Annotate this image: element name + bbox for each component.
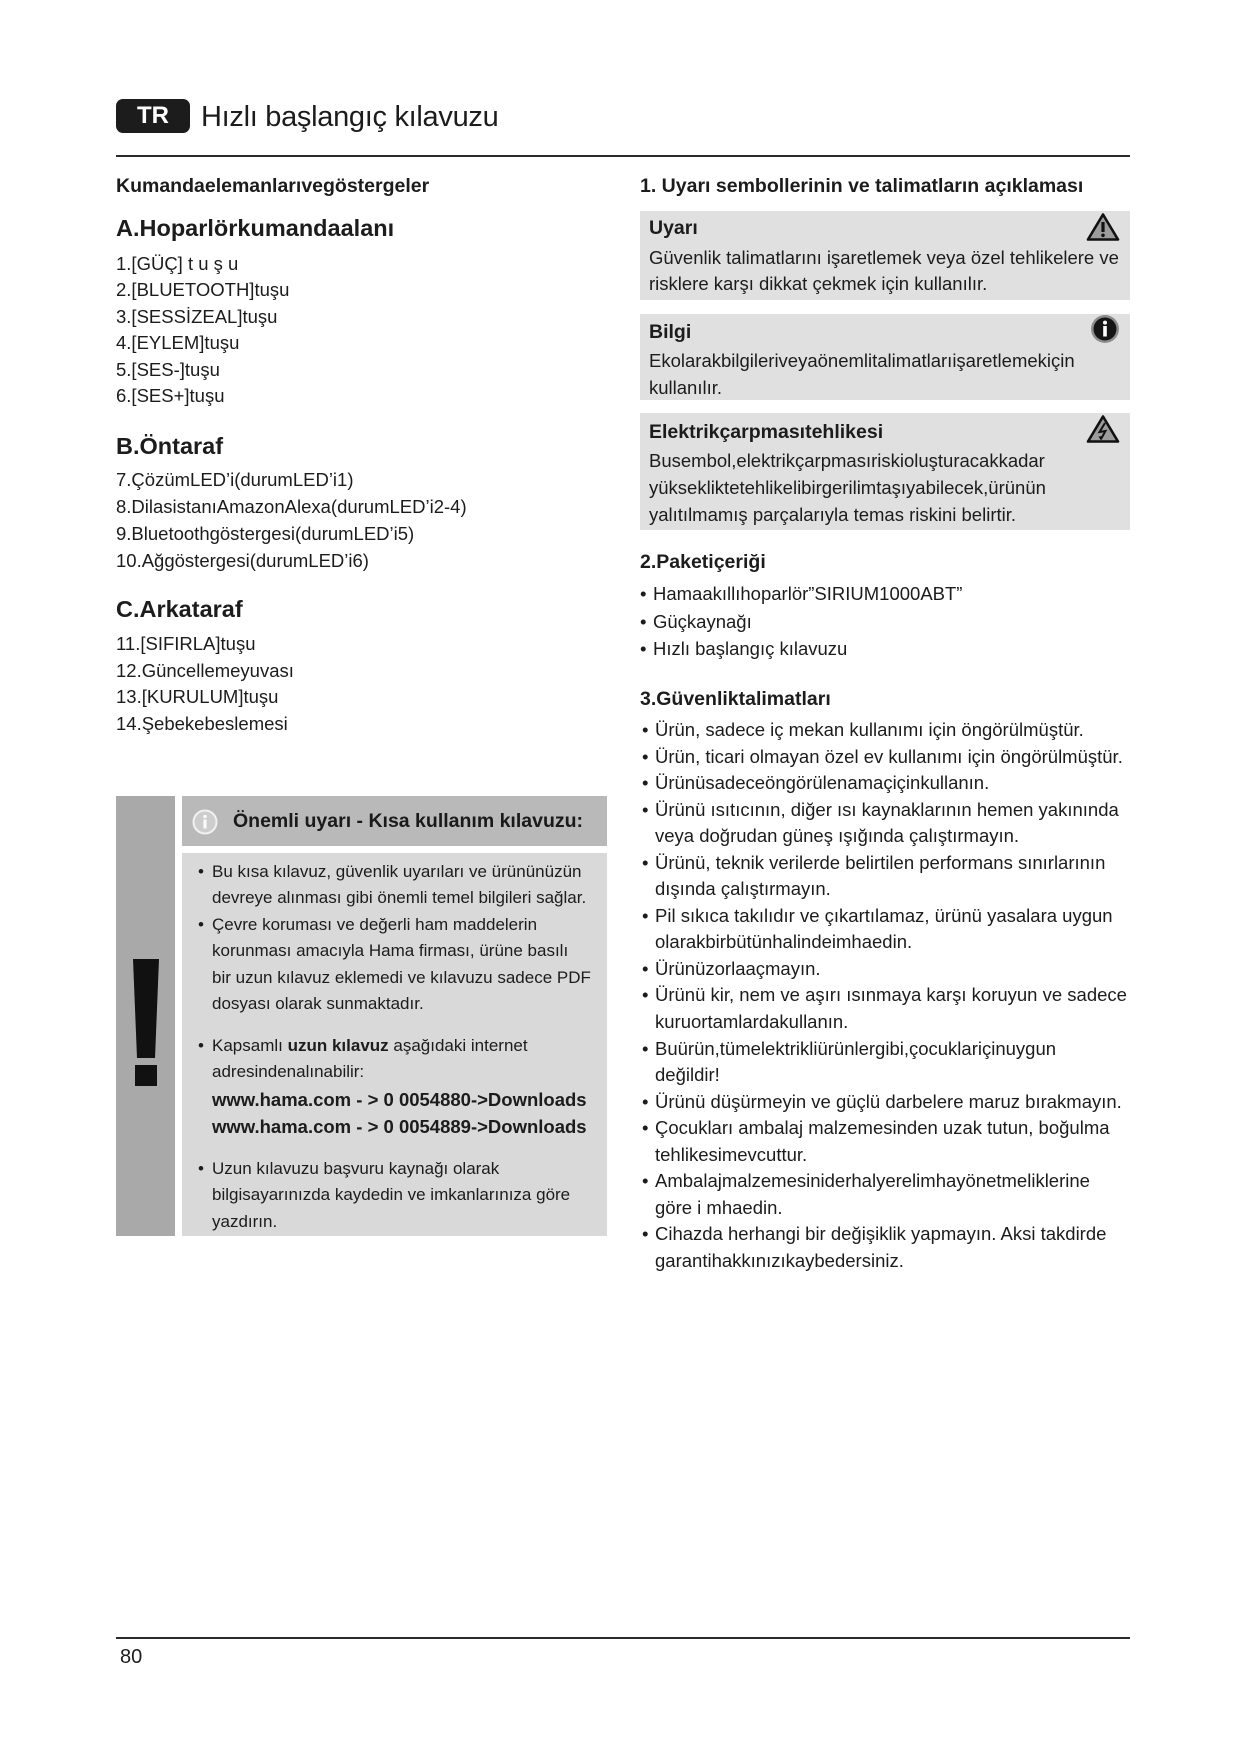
package-heading: 2.Paketiçeriği <box>640 551 766 573</box>
paragraph-line: bir uzun kılavuz eklemedi ve kılavuzu sadece PDF <box>212 967 591 987</box>
notice-bullet <box>212 1033 587 1140</box>
text-segment: Kapsamlı <box>212 1036 288 1055</box>
paragraph-line: devreye alınması gibi önemli temel bilgileri sağlar. <box>212 888 587 908</box>
section-b-title: B.Öntaraf <box>116 433 224 459</box>
box-title: Elektrikçarpmasıtehlikesi <box>649 421 884 443</box>
section-b-list <box>116 466 467 574</box>
list-item: • Ürün, ticari olmayan özel ev kullanımı için öngörülmüştür. <box>655 744 1127 771</box>
list-item: • Ürünü kir, nem ve aşırı ısınmaya karşı koruyun ve sadece <box>655 982 1127 1009</box>
paragraph-line: yüksekliktetehlikelibirgerilimtaşıyabilecek,ürünün <box>649 477 1046 498</box>
paragraph-line: • Bu kısa kılavuz, güvenlik uyarıları ve ürününüzün <box>212 859 586 885</box>
list-item: 6.[SES+]tuşu <box>116 385 225 407</box>
list-item: 8.DilasistanıAmazonAlexa(durumLED’i2-4) <box>116 496 467 517</box>
notice-title: Önemli uyarı - Kısa kullanım kılavuzu: <box>233 810 584 832</box>
list-item: • Ürünüsadeceöngörülenamaçiçinkullanın. <box>655 770 1127 797</box>
paragraph-line: Busembol,elektrikçarpmasıriskioluşturacakkadar <box>649 450 1045 471</box>
list-item: 2.[BLUETOOTH]tuşu <box>116 279 290 301</box>
electric-shock-triangle-icon <box>1086 414 1120 444</box>
page-title: Hızlı başlangıç kılavuzu <box>201 101 499 133</box>
box-title: Bilgi <box>649 321 692 343</box>
symbols-heading: 1. Uyarı sembollerinin ve talimatların açıklaması <box>640 175 1084 197</box>
footer-divider <box>116 1637 1130 1639</box>
list-item: 4.[EYLEM]tuşu <box>116 332 240 354</box>
section-a-title: A.Hoparlörkumandaalanı <box>116 215 395 241</box>
notice-bullet <box>212 1156 570 1235</box>
paragraph-line <box>212 1033 587 1059</box>
list-item: • Güçkaynağı <box>653 608 962 636</box>
list-item: • Çocukları ambalaj malzemesinden uzak tutun, boğulma <box>655 1115 1127 1142</box>
paragraph-line: yalıtılmamış parçalarıyla temas riskini belirtir. <box>649 504 1017 525</box>
page-number: 80 <box>120 1646 143 1668</box>
bold-text-segment: uzun kılavuz <box>287 1036 389 1055</box>
list-item: 5.[SES-]tuşu <box>116 358 220 380</box>
safety-list <box>655 717 1127 1274</box>
download-url: www.hama.com - > 0 0054889->Downloads <box>212 1115 587 1137</box>
list-item-continuation: kuruortamlardakullanın. <box>655 1011 849 1033</box>
box-title: Uyarı <box>649 217 698 239</box>
exclamation-icon <box>132 959 160 1087</box>
list-item: • Ambalajmalzemesiniderhalyerelimhayönetmeliklerine <box>655 1168 1127 1195</box>
list-item: • Ürünü ısıtıcının, diğer ısı kaynaklarının hemen yakınında <box>655 797 1127 824</box>
electric-shock-box <box>640 413 1130 530</box>
box-text <box>649 447 1046 528</box>
list-item: 14.Şebekebeslemesi <box>116 713 288 735</box>
list-item-continuation: veya doğrudan güneş ışığında çalıştırmayın. <box>655 825 1020 847</box>
section-c-list <box>116 631 294 738</box>
paragraph-line: adresindenalınabilir: <box>212 1062 365 1082</box>
list-item-continuation: tehlikesimevcuttur. <box>655 1143 808 1165</box>
list-item: 12.Güncellemeyuvası <box>116 659 294 681</box>
list-item: • Buürün,tümelektrikliürünlergibi,çocuklariçinuygun <box>655 1036 1127 1063</box>
info-icon <box>192 809 218 835</box>
notice-header <box>182 796 607 846</box>
list-item: • Hızlı başlangıç kılavuzu <box>653 635 962 663</box>
list-item: 10.Ağgöstergesi(durumLED’i6) <box>116 550 369 571</box>
list-item: • Ürünü düşürmeyin ve güçlü darbelere maruz bırakmayın. <box>655 1089 1127 1116</box>
list-item: 11.[SIFIRLA]tuşu <box>116 633 256 654</box>
list-item: • Hamaakıllıhoparlör”SIRIUM1000ABT” <box>653 580 962 608</box>
paragraph-line: korunması amacıyla Hama firması, ürüne basılı <box>212 941 569 961</box>
list-item: • Pil sıkıca takılıdır ve çıkartılamaz, ürünü yasalara uygun <box>655 903 1127 930</box>
paragraph-line: dosyası olarak sunmaktadır. <box>212 994 424 1014</box>
list-item-continuation: olarakbirbütünhalindeimhaedin. <box>655 931 913 953</box>
paragraph-line: • Çevre koruması ve değerli ham maddelerin <box>212 912 591 938</box>
paragraph-line: bilgisayarınızda kaydedin ve imkanlarınıza göre <box>212 1185 571 1205</box>
list-item: • Ürünüzorlaaçmayın. <box>655 956 1127 983</box>
paragraph-line: • Uzun kılavuzu başvuru kaynağı olarak <box>212 1156 570 1182</box>
info-box <box>640 314 1130 400</box>
section-a-list <box>116 251 289 409</box>
safety-heading: 3.Güvenliktalimatları <box>640 688 831 710</box>
package-list <box>653 580 962 663</box>
paragraph-line: kullanılır. <box>649 377 723 398</box>
box-text <box>649 347 1075 401</box>
warning-triangle-icon <box>1086 212 1120 242</box>
text-segment: aşağıdaki internet <box>388 1036 528 1055</box>
list-item-continuation: değildir! <box>655 1064 720 1086</box>
list-item: 7.ÇözümLED’i(durumLED’i1) <box>116 469 354 490</box>
section-c-title: C.Arkataraf <box>116 596 243 622</box>
list-item: 13.[KURULUM]tuşu <box>116 686 279 708</box>
list-item: • Ürün, sadece iç mekan kullanımı için öngörülmüştür. <box>655 717 1127 744</box>
list-item: • Ürünü, teknik verilerde belirtilen performans sınırlarının <box>655 850 1127 877</box>
box-text <box>649 245 1119 297</box>
list-item-continuation: göre i mhaedin. <box>655 1196 783 1218</box>
list-item-continuation: dışında çalıştırmayın. <box>655 878 831 900</box>
header-divider <box>116 155 1130 157</box>
paragraph-line: Güvenlik talimatlarını işaretlemek veya özel tehlikelere ve <box>649 247 1119 268</box>
info-icon <box>1090 314 1120 344</box>
paragraph-line: risklere karşı dikkat çekmek için kullanılır. <box>649 273 988 294</box>
controls-heading: Kumandaelemanlarıvegöstergeler <box>116 175 430 197</box>
notice-bullet <box>212 912 591 1018</box>
list-item: • Cihazda herhangi bir değişiklik yapmayın. Aksi takdirde <box>655 1221 1127 1248</box>
paragraph-line: Ekolarakbilgileriveyaönemlitalimatlarıişaretlemekiçin <box>649 350 1075 371</box>
paragraph-line: yazdırın. <box>212 1211 278 1231</box>
download-url: www.hama.com - > 0 0054880->Downloads <box>212 1088 587 1110</box>
notice-bullet <box>212 859 586 912</box>
list-item: 1.[GÜÇ] t u ş u <box>116 253 239 274</box>
list-item: 3.[SESSİZEAL]tuşu <box>116 305 278 327</box>
warning-box <box>640 211 1130 300</box>
list-item: 9.Bluetoothgöstergesi(durumLED’i5) <box>116 523 415 544</box>
language-badge: TR <box>116 99 190 133</box>
list-item-continuation: garantihakkınızıkaybedersiniz. <box>655 1249 904 1271</box>
